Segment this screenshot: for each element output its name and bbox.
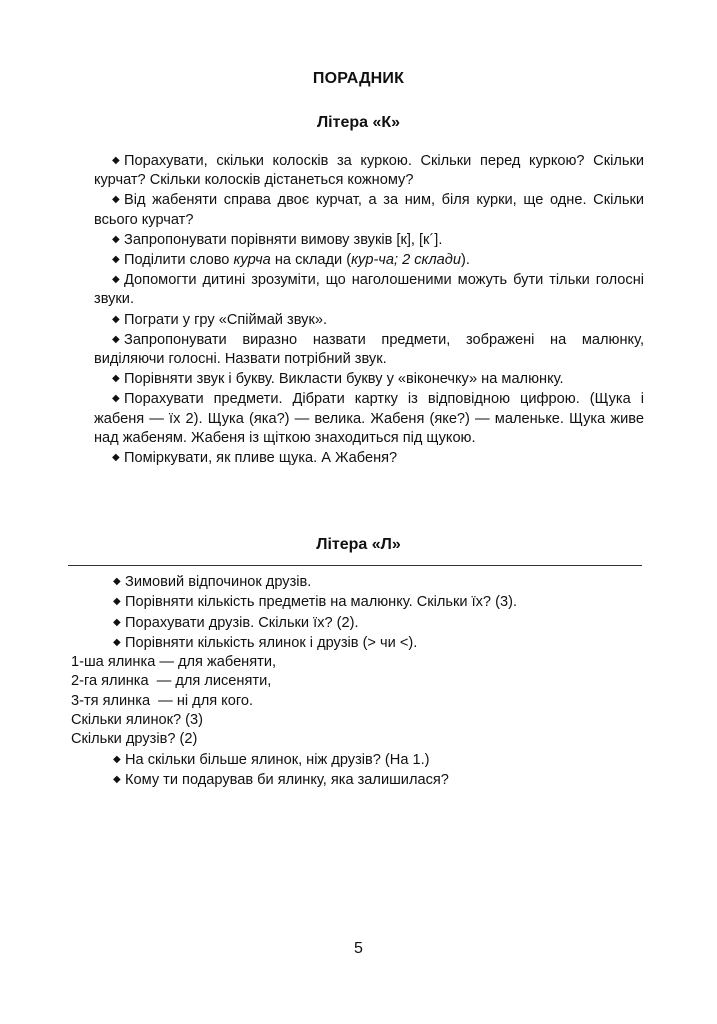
bullet-icon: ◆ xyxy=(113,596,121,608)
bullet-icon: ◆ xyxy=(112,254,120,266)
list-item: ◆ Порівняти кількість предметів на малюнку. Скільки їх? (3). xyxy=(113,594,517,611)
page-number: 5 xyxy=(354,940,363,957)
bullet-icon: ◆ xyxy=(112,393,120,405)
list-item: ◆ Порахувати, скільки колосків за куркою. Скільки перед куркою? Скільки курчат? Скільки колосків дістанеться кожному? xyxy=(94,153,644,189)
section-heading-k: Літера «К» xyxy=(316,114,401,131)
bullet-icon: ◆ xyxy=(113,773,121,785)
bullet-icon: ◆ xyxy=(112,194,120,206)
list-item: ◆ Кому ти подарував би ялинку, яка залишилася? xyxy=(113,771,449,788)
list-item: ◆ Порівняти кількість ялинок і друзів (> чи <). xyxy=(113,634,418,651)
text-line: Скільки друзів? (2) xyxy=(71,731,198,748)
bullet-icon: ◆ xyxy=(112,274,120,286)
bullet-icon: ◆ xyxy=(112,313,120,325)
list-item: ◆ Запропонувати виразно назвати предмети, зображені на малюнку, виділяючи голосні. Назвати потрібний звук. xyxy=(94,331,644,368)
bullet-icon: ◆ xyxy=(113,576,121,587)
list-item: ◆ Порівняти звук і букву. Викласти букву у «віконечку» на малюнку. xyxy=(112,371,564,388)
bullet-icon: ◆ xyxy=(112,333,120,345)
section-l-list xyxy=(71,572,641,790)
bullet-icon: ◆ xyxy=(113,636,121,648)
divider xyxy=(68,565,642,566)
bullet-icon: ◆ xyxy=(112,233,120,245)
text-line: 1-ша ялинка — для жабеняти, xyxy=(71,654,277,671)
bullet-icon: ◆ xyxy=(112,155,120,166)
bullet-icon: ◆ xyxy=(113,616,121,628)
list-item: ◆ Допомогти дитині зрозуміти, що наголошеними можуть бути тільки голосні звуки. xyxy=(94,272,644,308)
list-item: ◆ Зимовий відпочинок друзів. xyxy=(113,574,312,590)
section-heading-l: Літера «Л» xyxy=(316,536,401,553)
text-line: 3-тя ялинка — ні для кого. xyxy=(71,692,254,709)
bullet-icon: ◆ xyxy=(113,753,121,765)
list-item: ◆ Порахувати друзів. Скільки їх? (2). xyxy=(113,614,359,631)
bullet-icon: ◆ xyxy=(112,373,120,385)
list-item: ◆ Запропонувати порівняти вимову звуків [к], [к´]. xyxy=(112,231,443,248)
section-k-list xyxy=(94,151,644,468)
list-item: ◆ Поділити слово курча на склади (кур-ча; 2 склади). xyxy=(112,252,470,269)
list-item: ◆ На скільки більше ялинок, ніж друзів? (На 1.) xyxy=(113,751,430,768)
text-line: Скільки ялинок? (3) xyxy=(71,712,204,729)
list-item: ◆ Від жабеняти справа двоє курчат, а за ним, біля курки, ще одне. Скільки всього курчат? xyxy=(94,192,644,228)
page-title: ПОРАДНИК xyxy=(312,70,405,87)
text-line: 2-га ялинка — для лисеняти, xyxy=(71,673,272,690)
list-item: ◆ Поміркувати, як пливе щука. А Жабеня? xyxy=(112,450,398,467)
list-item: ◆ Порахувати предмети. Дібрати картку із відповідною цифрою. (Щука і жабеня — їх 2). Щука (яка?) — велика. Жабеня (яке?) — маленьке. Щука живе над жабеням. Жабеня із щіткою знаходиться під щукою. xyxy=(94,391,644,446)
bullet-icon: ◆ xyxy=(112,452,120,464)
list-item: ◆ Пограти у гру «Спіймай звук». xyxy=(112,311,327,328)
